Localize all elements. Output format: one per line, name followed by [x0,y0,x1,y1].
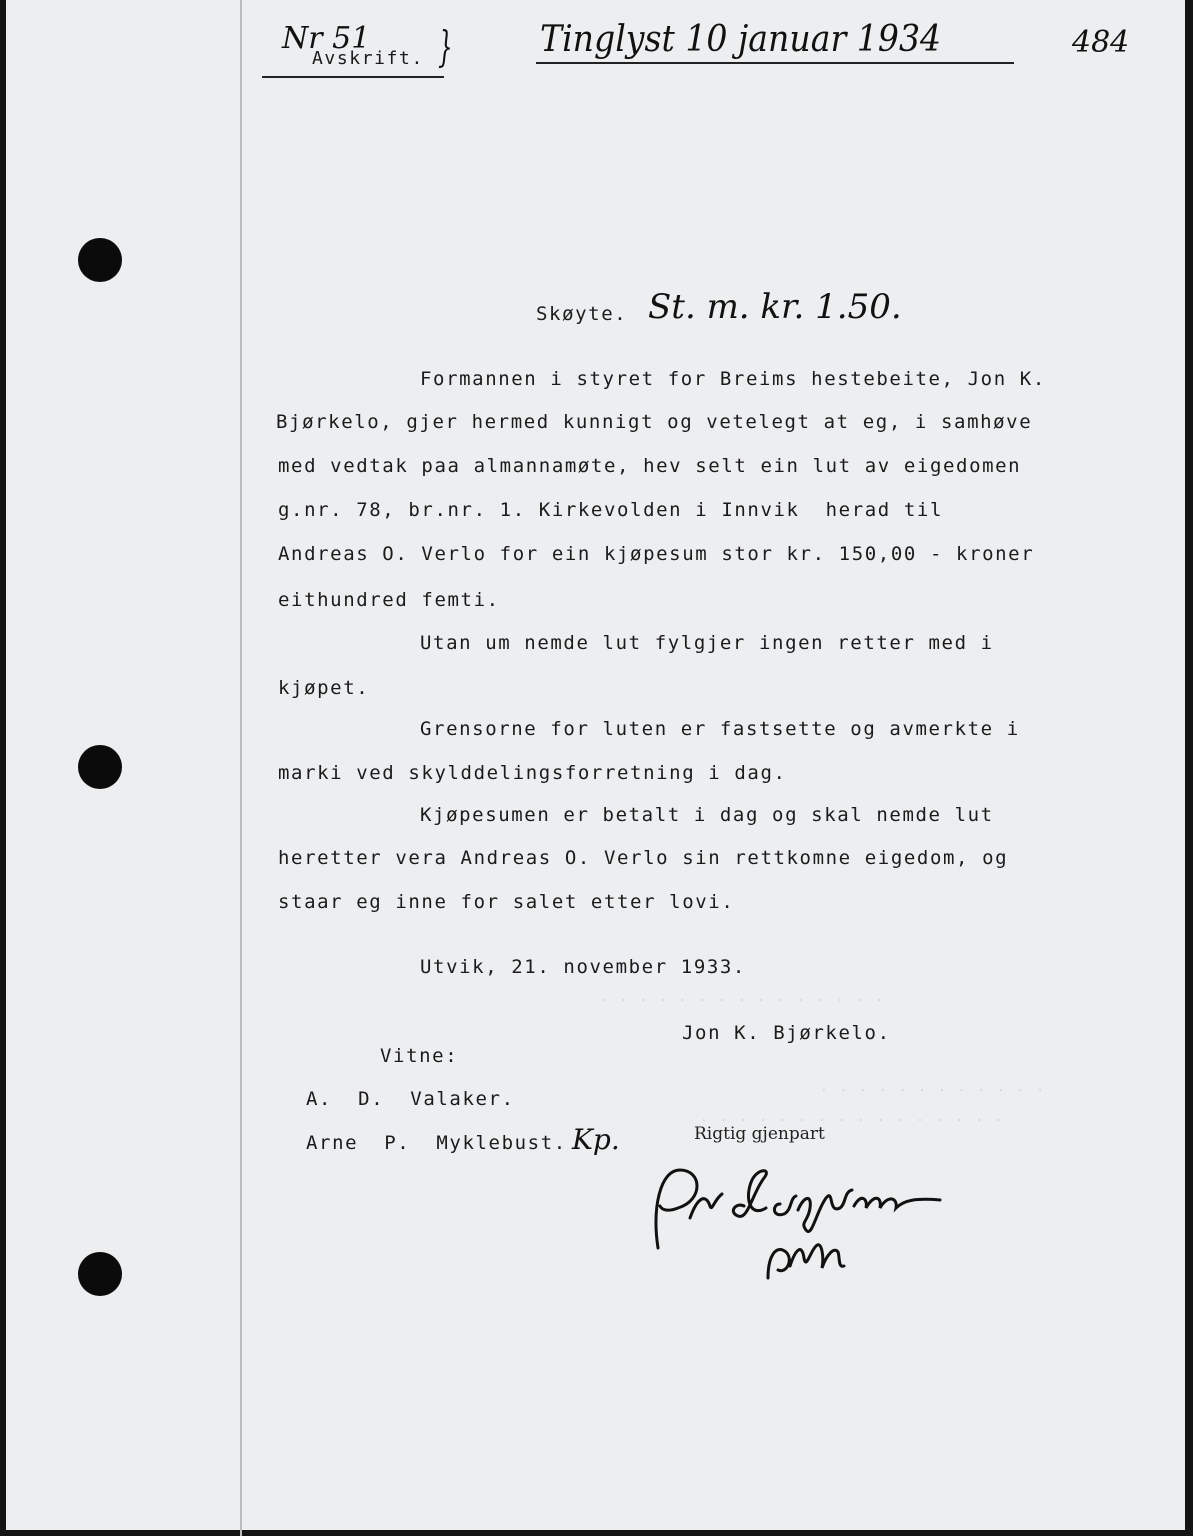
body-line: marki ved skylddelingsforretning i dag. [278,762,787,784]
body-line: kjøpet. [278,677,370,699]
body-line: Formannen i styret for Breims hestebeite, Jon K. [420,368,1046,390]
tinglyst-note: Tinglyst 10 januar 1934 [540,19,942,60]
body-line: Grensorne for luten er fastsette og avmerkte i [420,718,1020,740]
body-line: Utan um nemde lut fylgjer ingen retter med i [420,632,994,654]
punch-hole [78,745,122,789]
document-heading: Skøyte. [536,303,628,325]
avskrift-label: Avskrift. [312,48,424,69]
witness-name: A. D. Valaker. [306,1088,515,1110]
body-line: Andreas O. Verlo for ein kjøpesum stor kr. 150,00 - kroner [278,543,1035,565]
body-line: Bjørkelo, gjer hermed kunnigt og vetelegt at eg, i samhøve [276,411,1033,433]
entry-number: Nr 51 [282,21,371,56]
body-line: med vedtak paa almannamøte, hev selt ein lut av eigedomen [278,455,1022,477]
body-line: staar eg inne for salet etter lovi. [278,891,735,913]
bleed-through: . . . . . . . . . . . . . . . . [700,1110,1005,1125]
place-date: Utvik, 21. november 1933. [420,956,746,978]
scan-border-right [1185,0,1193,1536]
witness-mark: Kp. [572,1123,620,1156]
signer-name: Jon K. Bjørkelo. [682,1022,891,1044]
stamp-duty-note: St. m. kr. 1.50. [648,287,902,327]
brace-mark: } [438,22,453,71]
bleed-through: . . . . . . . . . . . . [820,1080,1047,1095]
body-line: heretter vera Andreas O. Verlo sin rettkomne eigedom, og [278,847,1009,869]
body-line: eithundred femti. [278,589,500,611]
bleed-through: . . . . . . . . . . . . . . . [600,990,885,1005]
body-line: g.nr. 78, br.nr. 1. Kirkevolden i Innvik herad til [278,499,943,521]
scan-border-bottom [0,1530,1193,1536]
certification-stamp: Rigtig gjenpart [694,1124,825,1144]
witness-name: Arne P. Myklebust. [306,1132,567,1154]
witness-label: Vitne: [380,1045,459,1067]
header-underline [262,76,444,78]
body-line: Kjøpesumen er betalt i dag og skal nemde lut [420,804,994,826]
signature-graphic [640,1148,970,1288]
punch-hole [78,238,122,282]
margin-rule [240,0,242,1536]
scan-border-left [0,0,6,1536]
page-number: 484 [1072,25,1130,60]
tinglyst-underline [536,62,1014,64]
punch-hole [78,1252,122,1296]
